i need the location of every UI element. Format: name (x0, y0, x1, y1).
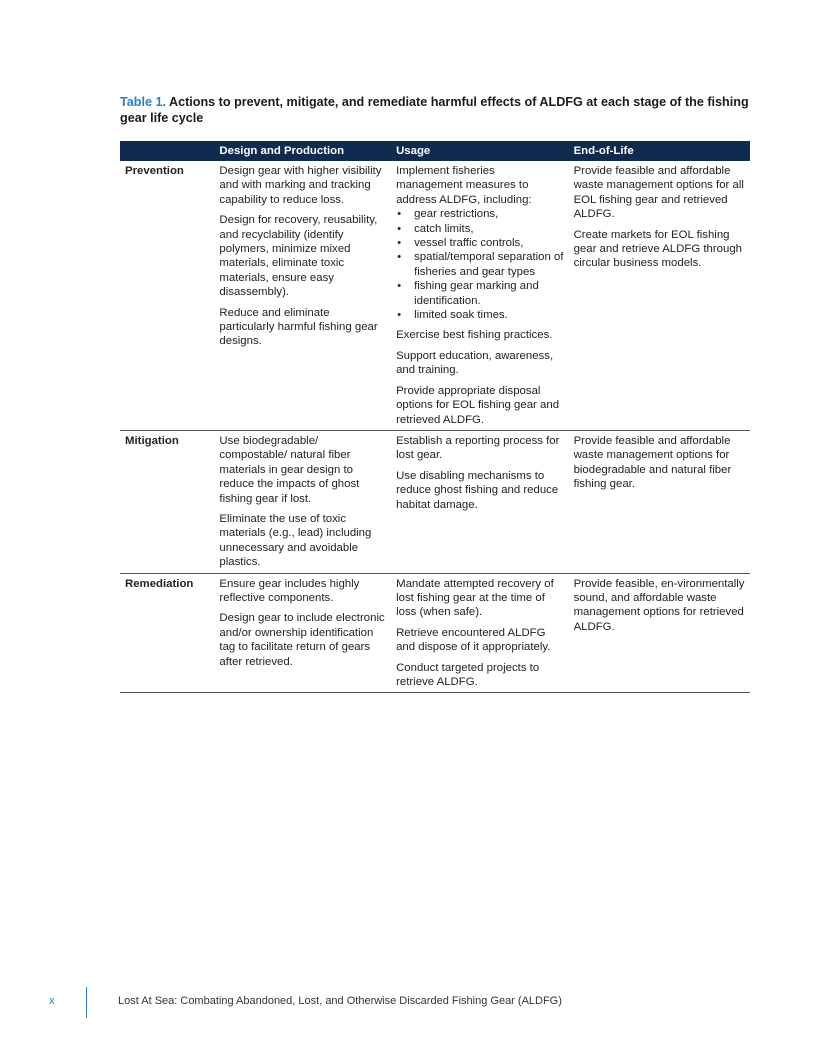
list-item: • spatial/temporal separation of fisheries and gear types (396, 250, 563, 279)
header-usage: Usage (391, 141, 568, 161)
header-design: Design and Production (214, 141, 391, 161)
row-remediation (120, 573, 750, 693)
design-cell (214, 430, 391, 573)
cell-paragraph: Provide appropriate disposal options for EOL fishing gear and retrieved ALDFG. (396, 384, 560, 426)
list-item: • vessel traffic controls, (396, 236, 563, 250)
table-title: Actions to prevent, mitigate, and remediate harmful effects of ALDFG at each stage of the fishing gear life cycle (120, 95, 749, 125)
table-caption (120, 94, 750, 126)
cell-paragraph: Use biodegradable/ compostable/ natural fiber materials in gear design to reduce the impacts of ghost fishing gear if lost. (219, 434, 360, 505)
list-item: • catch limits, (396, 222, 563, 236)
usage-cell (391, 161, 568, 430)
list-item: • fishing gear marking and identification. (396, 279, 563, 308)
cell-paragraph: Reduce and eliminate particularly harmful fishing gear designs. (219, 306, 378, 348)
cell-paragraph: Design for recovery, reusability, and recyclability (identify polymers, minimize mixed materials, eliminate toxic materials, ensure easy disassembly). (219, 214, 378, 299)
cell-paragraph: Implement fisheries management measures to address ALDFG, including: (396, 165, 532, 206)
row-prevention (120, 161, 750, 430)
actions-table (120, 141, 750, 693)
table-number: Table 1. (120, 95, 166, 109)
usage-cell (391, 573, 568, 693)
row-label: Remediation (120, 573, 214, 693)
measures-list (396, 207, 563, 322)
cell-paragraph: Establish a reporting process for lost gear. (396, 434, 560, 462)
row-label: Mitigation (120, 430, 214, 573)
row-mitigation (120, 430, 750, 573)
eol-cell (569, 161, 750, 430)
table-header-row (120, 141, 750, 161)
cell-paragraph: Design gear with higher visibility and with marking and tracking capability to reduce loss. (219, 165, 382, 206)
row-label: Prevention (120, 161, 214, 430)
cell-paragraph: Support education, awareness, and training. (396, 349, 554, 377)
cell-paragraph: Provide feasible and affordable waste management options for biodegradable and natural fiber fishing gear. (573, 434, 732, 491)
cell-paragraph: Ensure gear includes highly reflective components. (219, 577, 360, 604)
cell-paragraph: Create markets for EOL fishing gear and retrieve ALDFG through circular business models. (573, 228, 742, 270)
cell-paragraph: Retrieve encountered ALDFG and dispose of it appropriately. (396, 626, 551, 654)
footer-divider (86, 987, 87, 1018)
cell-paragraph: Provide feasible and affordable waste management options for all EOL fishing gear and retrieved ALDFG. (573, 165, 744, 221)
list-item: • limited soak times. (396, 308, 563, 322)
cell-paragraph: Exercise best fishing practices. (396, 329, 553, 342)
cell-paragraph: Conduct targeted projects to retrieve ALDFG. (396, 661, 540, 688)
design-cell (214, 573, 391, 693)
list-item: • gear restrictions, (396, 207, 563, 221)
cell-paragraph: Use disabling mechanisms to reduce ghost fishing and reduce habitat damage. (396, 469, 559, 511)
design-cell (214, 161, 391, 430)
cell-paragraph: Design gear to include electronic and/or ownership identification tag to facilitate return of gears after retrieved. (219, 612, 385, 668)
page-number: x (49, 995, 55, 1007)
cell-paragraph: Provide feasible, en-vironmentally sound, and affordable waste management options for retrieved ALDFG. (573, 577, 745, 633)
header-blank (120, 141, 214, 161)
cell-paragraph: Eliminate the use of toxic materials (e.g., lead) including unnecessary and avoidable plastics. (219, 512, 372, 569)
header-eol: End-of-Life (569, 141, 750, 161)
cell-paragraph: Mandate attempted recovery of lost fishing gear at the time of loss (when safe). (396, 577, 554, 619)
eol-cell (569, 573, 750, 693)
eol-cell (569, 430, 750, 573)
usage-cell (391, 430, 568, 573)
footer-title: Lost At Sea: Combating Abandoned, Lost, and Otherwise Discarded Fishing Gear (ALDFG) (118, 995, 562, 1007)
